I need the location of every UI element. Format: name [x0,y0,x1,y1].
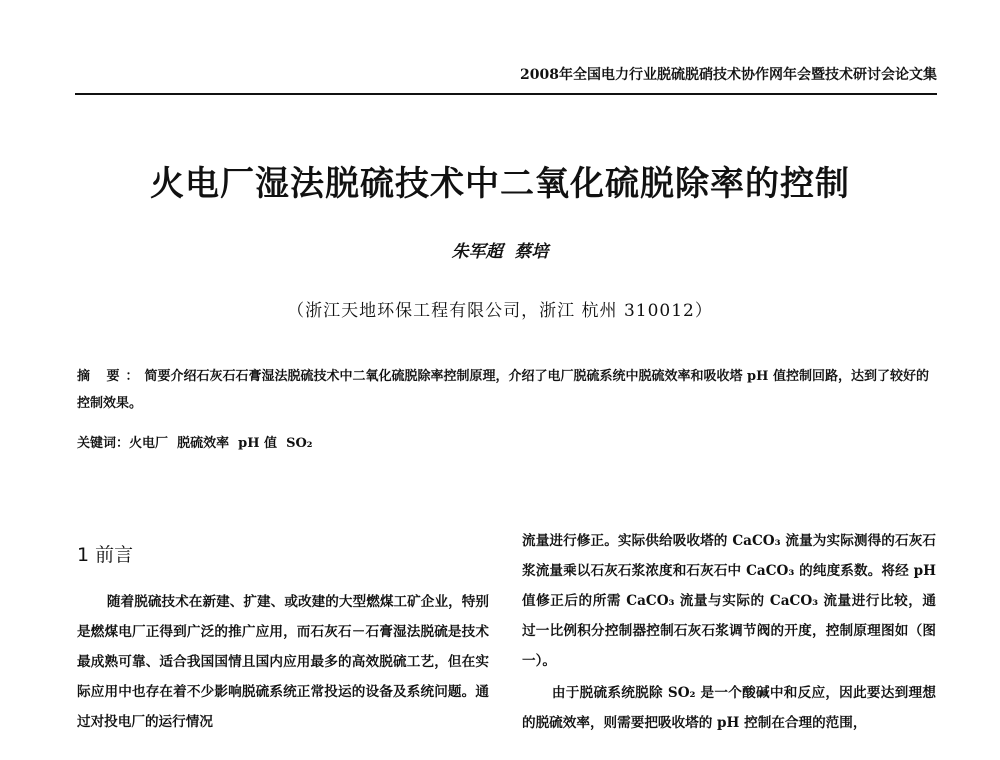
abstract-text: 简要介绍石灰石石膏湿法脱硫技术中二氧化硫脱除率控制原理，介绍了电厂脱硫系统中脱硫效率和吸收塔 pH 值控制回路，达到了较好的控制效果。 [77,369,929,411]
body-paragraph: 由于脱硫系统脱除 SO₂ 是一个酸碱中和反应，因此要达到理想的脱硫效率，则需要把吸收塔的 pH 控制在合理的范围， [522,685,936,731]
keywords-text: 火电厂 脱硫效率 pH 值 SO₂ [129,436,313,451]
abstract [77,363,939,417]
right-column [522,526,936,738]
body-paragraph: 随着脱硫技术在新建、扩建、或改建的大型燃煤工矿企业，特别是燃煤电厂正得到广泛的推广应用，而石灰石－石膏湿法脱硫是技术最成熟可靠、适合我国国情且国内应用最多的高效脱硫工艺，但在实际应用中也存在着不少影响脱硫系统正常投运的设备及系统问题。通过对投电厂的运行情况 [77,594,489,730]
keywords [77,432,939,451]
paper-title: 火电厂湿法脱硫技术中二氧化硫脱除率的控制 [150,164,850,204]
body-paragraph: 流量进行修正。实际供给吸收塔的 CaCO₃ 流量为实际测得的石灰石浆流量乘以石灰石浆浓度和石灰石中 CaCO₃ 的纯度系数。将经 pH 值修正后的所需 CaCO₃ 流量与实际的 CaCO₃ 流量进行比较，通过一比例积分控制器控制石灰石浆调节阀的开度，控制原理图如（图一）。 [522,533,936,669]
keywords-label: 关键词： [77,436,130,451]
running-header-text: 2008年全国电力行业脱硫脱硝技术协作网年会暨技术研讨会论文集 [520,67,937,83]
abstract-label: 摘 要： [77,369,145,384]
section-heading: 1 前言 [77,544,134,566]
paper-affiliation: （浙江天地环保工程有限公司，浙江 杭州 310012） [287,301,713,321]
paper-authors: 朱军超 蔡培 [451,242,549,262]
left-column [77,540,489,737]
running-header [75,64,937,95]
